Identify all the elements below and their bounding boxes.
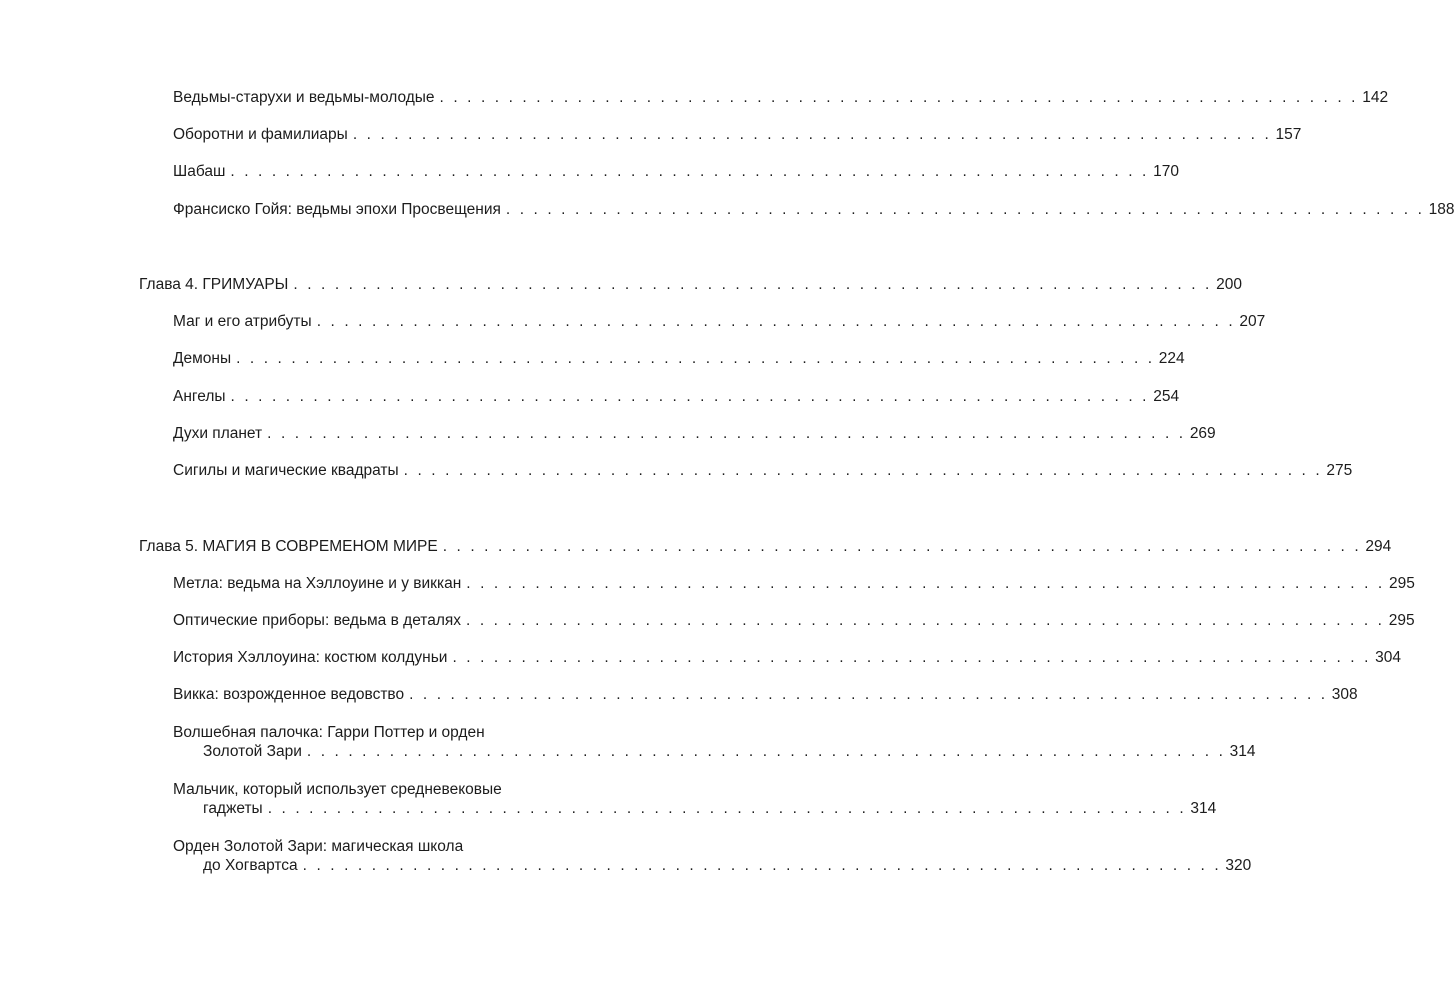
toc-chapter-entry xyxy=(139,275,1242,294)
toc-page-number: 320 xyxy=(1225,857,1252,874)
dot-leader: . . . . . . . . . . . . . . . . . . . . . . . . . . . . . . . . . . . . . . . . . . . . . . . . . . . . . . . . . . . . . . . . . . . xyxy=(316,313,1236,330)
toc-chapter-title: Глава 5. МАГИЯ В СОВРЕМЕНОМ МИРЕ xyxy=(139,538,438,555)
dot-leader: . . . . . . . . . . . . . . . . . . . . . . . . . . . . . . . . . . . . . . . . . . . . . . . . . . . . . . . . . . . . . . . . . . . xyxy=(442,538,1362,555)
toc-entry-title: Оптические приборы: ведьма в деталях xyxy=(173,612,462,629)
toc-chapter-title: Глава 4. ГРИМУАРЫ xyxy=(139,276,289,293)
toc-entry-title: Маг и его атрибуты xyxy=(173,313,312,330)
toc-page-number: 170 xyxy=(1153,163,1179,180)
toc-entry xyxy=(173,162,1179,181)
toc-entry xyxy=(173,611,1415,630)
dot-leader: . . . . . . . . . . . . . . . . . . . . . . . . . . . . . . . . . . . . . . . . . . . . . . . . . . . . . . . . . . . . . . . . . . . xyxy=(466,612,1385,629)
dot-leader: . . . . . . . . . . . . . . . . . . . . . . . . . . . . . . . . . . . . . . . . . . . . . . . . . . . . . . . . . . . . . . . . . . . xyxy=(293,276,1212,293)
toc-entry xyxy=(173,574,1415,593)
dot-leader: . . . . . . . . . . . . . . . . . . . . . . . . . . . . . . . . . . . . . . . . . . . . . . . . . . . . . . . . . . . . . . . . . . . xyxy=(230,388,1150,405)
toc-entry xyxy=(173,200,1454,219)
toc-entry-title-line1: Мальчик, который использует средневековые xyxy=(173,781,502,798)
toc-entry xyxy=(173,349,1185,368)
toc-page-number: 294 xyxy=(1365,538,1392,555)
dot-leader: . . . . . . . . . . . . . . . . . . . . . . . . . . . . . . . . . . . . . . . . . . . . . . . . . . . . . . . . . . . . . . . . . . . xyxy=(267,425,1186,442)
dot-leader: . . . . . . . . . . . . . . . . . . . . . . . . . . . . . . . . . . . . . . . . . . . . . . . . . . . . . . . . . . . . . . . . . . . xyxy=(306,743,1226,760)
toc-entry-title: Викка: возрожденное ведовство xyxy=(173,686,405,703)
toc-page-number: 269 xyxy=(1189,425,1216,442)
toc-entry-title: Шабаш xyxy=(173,163,226,180)
toc-entry xyxy=(173,461,1353,480)
toc-entry-title-line1: Орден Золотой Зари: магическая школа xyxy=(173,838,464,855)
dot-leader: . . . . . . . . . . . . . . . . . . . . . . . . . . . . . . . . . . . . . . . . . . . . . . . . . . . . . . . . . . . . . . . . . . . xyxy=(452,649,1371,666)
toc-entry-title: Метла: ведьма на Хэллоуине и у виккан xyxy=(173,575,462,592)
dot-leader: . . . . . . . . . . . . . . . . . . . . . . . . . . . . . . . . . . . . . . . . . . . . . . . . . . . . . . . . . . . . . . . . . . . xyxy=(236,350,1155,367)
dot-leader: . . . . . . . . . . . . . . . . . . . . . . . . . . . . . . . . . . . . . . . . . . . . . . . . . . . . . . . . . . . . . . . . . . . xyxy=(230,163,1149,180)
toc-page-number: 142 xyxy=(1362,89,1389,106)
toc-page-number: 157 xyxy=(1275,126,1302,143)
toc-entry-title: Демоны xyxy=(173,350,232,367)
toc-entry-title-line1: Волшебная палочка: Гарри Поттер и орден xyxy=(173,724,485,741)
toc-page-number: 200 xyxy=(1216,276,1242,293)
dot-leader: . . . . . . . . . . . . . . . . . . . . . . . . . . . . . . . . . . . . . . . . . . . . . . . . . . . . . . . . . . . . . . . . . . . xyxy=(403,462,1323,479)
toc-page-number: 188 xyxy=(1428,201,1454,218)
toc-page-number: 295 xyxy=(1388,575,1415,592)
toc-entry-title-line2: Золотой Зари xyxy=(203,743,302,760)
dot-leader: . . . . . . . . . . . . . . . . . . . . . . . . . . . . . . . . . . . . . . . . . . . . . . . . . . . . . . . . . . . . . . . . . . . xyxy=(505,201,1425,218)
toc-chapter-entry xyxy=(139,537,1392,556)
toc-entry xyxy=(203,799,1217,818)
toc-entry-title: Ангелы xyxy=(173,388,226,405)
dot-leader: . . . . . . . . . . . . . . . . . . . . . . . . . . . . . . . . . . . . . . . . . . . . . . . . . . . . . . . . . . . . . . . . . . . xyxy=(439,89,1359,106)
toc-entry xyxy=(173,312,1266,331)
dot-leader: . . . . . . . . . . . . . . . . . . . . . . . . . . . . . . . . . . . . . . . . . . . . . . . . . . . . . . . . . . . . . . . . . . . xyxy=(352,126,1272,143)
toc-page-number: 207 xyxy=(1239,313,1266,330)
toc-page-number: 314 xyxy=(1229,743,1256,760)
toc-entry xyxy=(203,856,1252,875)
toc-page-number: 304 xyxy=(1375,649,1401,666)
toc-entry xyxy=(173,424,1216,443)
toc-entry-title-line2: до Хогвартса xyxy=(203,857,298,874)
toc-entry xyxy=(173,648,1401,667)
dot-leader: . . . . . . . . . . . . . . . . . . . . . . . . . . . . . . . . . . . . . . . . . . . . . . . . . . . . . . . . . . . . . . . . . . . xyxy=(409,686,1328,703)
toc-entry-title: Духи планет xyxy=(173,425,263,442)
toc-page-number: 224 xyxy=(1158,350,1185,367)
toc-page-number: 275 xyxy=(1326,462,1353,479)
toc-entry xyxy=(203,742,1256,761)
dot-leader: . . . . . . . . . . . . . . . . . . . . . . . . . . . . . . . . . . . . . . . . . . . . . . . . . . . . . . . . . . . . . . . . . . . xyxy=(267,800,1187,817)
toc-entry xyxy=(173,685,1358,704)
toc-page-number: 254 xyxy=(1153,388,1180,405)
toc-entry-title: Оборотни и фамилиары xyxy=(173,126,348,143)
toc-entry-title-line2: гаджеты xyxy=(203,800,263,817)
dot-leader: . . . . . . . . . . . . . . . . . . . . . . . . . . . . . . . . . . . . . . . . . . . . . . . . . . . . . . . . . . . . . . . . . . . xyxy=(302,857,1222,874)
toc-entry-title: Сигилы и магические квадраты xyxy=(173,462,399,479)
toc-entry-title: Ведьмы-старухи и ведьмы-молодые xyxy=(173,89,435,106)
toc-entry xyxy=(173,387,1180,406)
toc-entry-title: Франсиско Гойя: ведьмы эпохи Просвещения xyxy=(173,201,501,218)
toc-entry xyxy=(173,125,1302,144)
toc-page-number: 314 xyxy=(1190,800,1217,817)
toc-page-number: 308 xyxy=(1331,686,1358,703)
toc-entry-title: История Хэллоуина: костюм колдуньи xyxy=(173,649,448,666)
toc-entry xyxy=(173,88,1389,107)
dot-leader: . . . . . . . . . . . . . . . . . . . . . . . . . . . . . . . . . . . . . . . . . . . . . . . . . . . . . . . . . . . . . . . . . . . xyxy=(466,575,1385,592)
toc-page-number: 295 xyxy=(1388,612,1415,629)
